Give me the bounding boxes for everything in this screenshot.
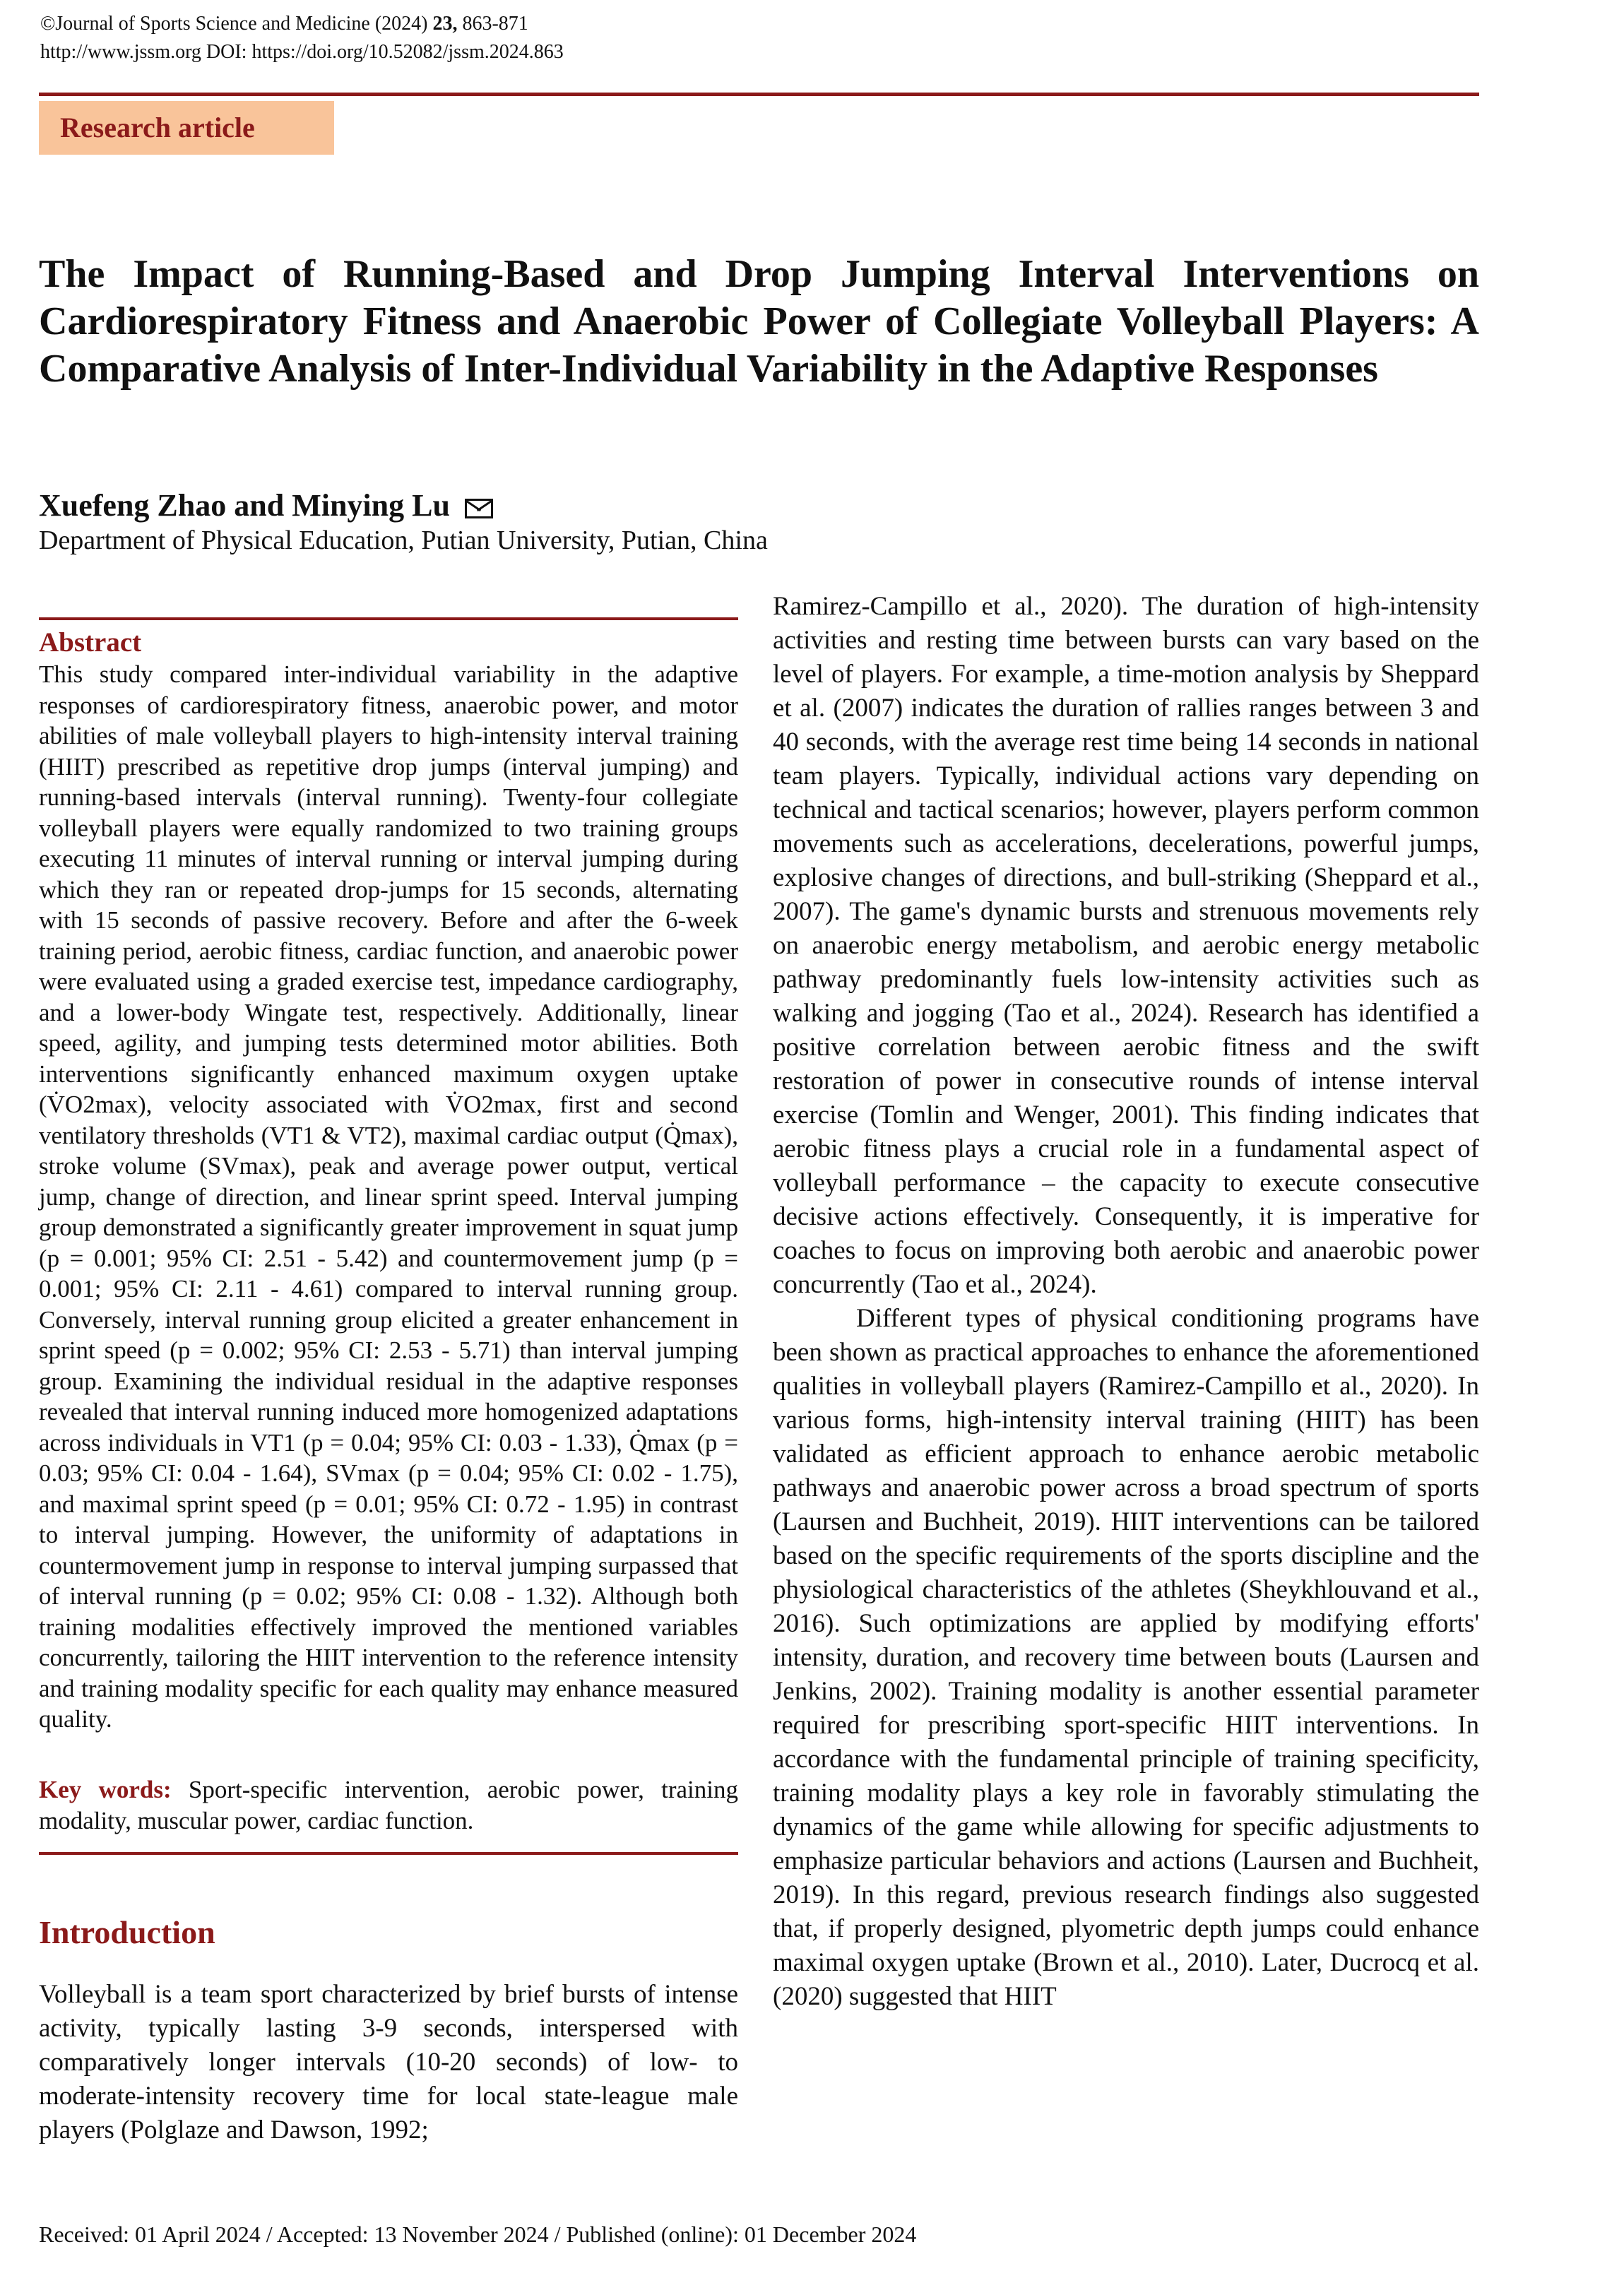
article-title: The Impact of Running-Based and Drop Jumping Interval Interventions on Cardiorespiratory Fitness and Anaerobic Power of Collegiate Volleyball Players: A Comparative Analysis of Inter-Individual Variability in the Adaptive Responses bbox=[39, 252, 1479, 391]
right-column bbox=[773, 590, 1479, 2014]
introduction-heading: Introduction bbox=[39, 1914, 215, 1950]
authors bbox=[39, 487, 493, 523]
right-paragraph-2: Different types of physical conditioning programs have been shown as practical approaches to enhance the aforementioned qualities in volleyball players (Ramirez-Campillo et al., 2020). In various forms, high-intensity interval training (HIIT) has been validated as efficient approach to enhance aerobic metabolic pathways and anaerobic power across a broad spectrum of sports (Laursen and Buchheit, 2019). HIIT interventions can be tailored based on the specific requirements of the sports discipline and the physiological characteristics of the athletes (Sheykhlouvand et al., 2016). Such optimizations are applied by modifying efforts' intensity, duration, and recovery time between bouts (Laursen and Jenkins, 2002). Training modality is another essential parameter required for prescribing sport-specific HIIT interventions. In accordance with the fundamental principle of training specificity, training modality plays a key role in favorably stimulating the dynamics of the game while allowing for specific adjustments to emphasize particular behaviors and actions (Laursen and Buchheit, 2019). In this regard, previous research findings also suggested that, if properly designed, plyometric depth jumps could enhance maximal oxygen uptake (Brown et al., 2010). Later, Ducrocq et al. (2020) suggested that HIIT bbox=[773, 1304, 1479, 2011]
author-names: Xuefeng Zhao and Minying Lu bbox=[39, 488, 450, 523]
abstract-top-rule bbox=[39, 617, 738, 620]
keywords bbox=[39, 1774, 738, 1836]
abstract-text: This study compared inter-individual variability in the adaptive responses of cardiorespiratory fitness, anaerobic power, and motor abilities of male volleyball players to high-intensity interval training (HIIT) prescribed as repetitive drop jumps (interval jumping) and running-based intervals (interval running). Twenty-four collegiate volleyball players were equally randomized to two training groups executing 11 minutes of interval running or interval jumping during which they ran or repeated drop-jumps for 15 seconds, alternating with 15 seconds of passive recovery. Before and after the 6-week training period, aerobic fitness, cardiac function, and anaerobic power were evaluated using a graded exercise test, impedance cardiography, and a lower-body Wingate test, respectively. Additionally, linear speed, agility, and jumping tests determined motor abilities. Both interventions significantly enhanced maximum oxygen uptake (V̇O2max), velocity associated with V̇O2max, first and second ventilatory thresholds (VT1 & VT2), maximal cardiac output (Q̇max), stroke volume (SVmax), peak and average power output, vertical jump, change of direction, and linear sprint speed. Interval jumping group demonstrated a significantly greater improvement in squat jump (p = 0.001; 95% CI: 2.51 - 5.42) and countermovement jump (p = 0.001; 95% CI: 2.11 - 4.61) compared to interval running group. Conversely, interval running group elicited a greater enhancement in sprint speed (p = 0.002; 95% CI: 2.53 - 5.71) than interval jumping group. Examining the individual residual in the adaptive responses revealed that interval running induced more homogenized adaptations across individuals in VT1 (p = 0.04; 95% CI: 0.03 - 1.33), Q̇max (p = 0.03; 95% CI: 0.04 - 1.64), SVmax (p = 0.04; 95% CI: 0.02 - 1.75), and maximal sprint speed (p = 0.01; 95% CI: 0.72 - 1.95) in contrast to interval jumping. However, the uniformity of adaptations in countermovement jump in response to interval jumping surpassed that of interval running (p = 0.02; 95% CI: 0.08 - 1.32). Although both training modalities effectively improved the mentioned variables concurrently, tailoring the HIIT intervention to the reference intensity and training modality specific for each quality may enhance measured quality. bbox=[39, 660, 738, 1733]
envelope-icon[interactable] bbox=[465, 499, 493, 518]
article-type-label: Research article bbox=[60, 112, 255, 143]
received-dates-footer: Received: 01 April 2024 / Accepted: 13 November 2024 / Published (online): 01 December 2024 bbox=[39, 2221, 917, 2247]
article-type-badge bbox=[39, 101, 334, 155]
abstract-heading: Abstract bbox=[39, 627, 142, 658]
keywords-label: Key words: bbox=[39, 1776, 172, 1803]
journal-header bbox=[40, 10, 564, 66]
keywords-bottom-rule bbox=[39, 1852, 738, 1855]
journal-doi: http://www.jssm.org DOI: https://doi.org/10.52082/jssm.2024.863 bbox=[40, 41, 564, 63]
introduction-paragraph: Volleyball is a team sport characterized by brief bursts of intense activity, typically lasting 3-9 seconds, interspersed with comparatively longer intervals (10-20 seconds) of low- to moderate-intensity recovery time for local state-league male players (Polglaze and Dawson, 1992; bbox=[39, 1980, 738, 2144]
affiliation: Department of Physical Education, Putian University, Putian, China bbox=[39, 526, 768, 555]
keywords-text: Sport-specific intervention, aerobic power, training modality, muscular power, cardiac function. bbox=[39, 1776, 739, 1834]
header-divider bbox=[39, 93, 1479, 96]
journal-citation: ©Journal of Sports Science and Medicine (2024) 23, 863-871 bbox=[40, 13, 528, 35]
right-paragraph-1: Ramirez-Campillo et al., 2020). The duration of high-intensity activities and resting time between bursts can vary based on the level of players. For example, a time-motion analysis by Sheppard et al. (2007) indicates the duration of rallies ranges between 3 and 40 seconds, with the average rest time being 14 seconds in national team players. Typically, individual actions vary depending on technical and tactical scenarios; however, players perform common movements such as accelerations, decelerations, powerful jumps, explosive changes of directions, and bull-striking (Sheppard et al., 2007). The game's dynamic bursts and strenuous movements rely on anaerobic energy metabolism, and aerobic energy metabolic pathway predominantly fuels low-intensity activities such as walking and jogging (Tao et al., 2024). Research has identified a positive correlation between aerobic fitness and the swift restoration of power in consecutive rounds of intense interval exercise (Tomlin and Wenger, 2001). This finding indicates that aerobic fitness plays a crucial role in a fundamental aspect of volleyball performance – the capacity to execute consecutive decisive actions effectively. Consequently, it is imperative for coaches to focus on improving both aerobic and anaerobic power concurrently (Tao et al., 2024). bbox=[773, 592, 1479, 1299]
